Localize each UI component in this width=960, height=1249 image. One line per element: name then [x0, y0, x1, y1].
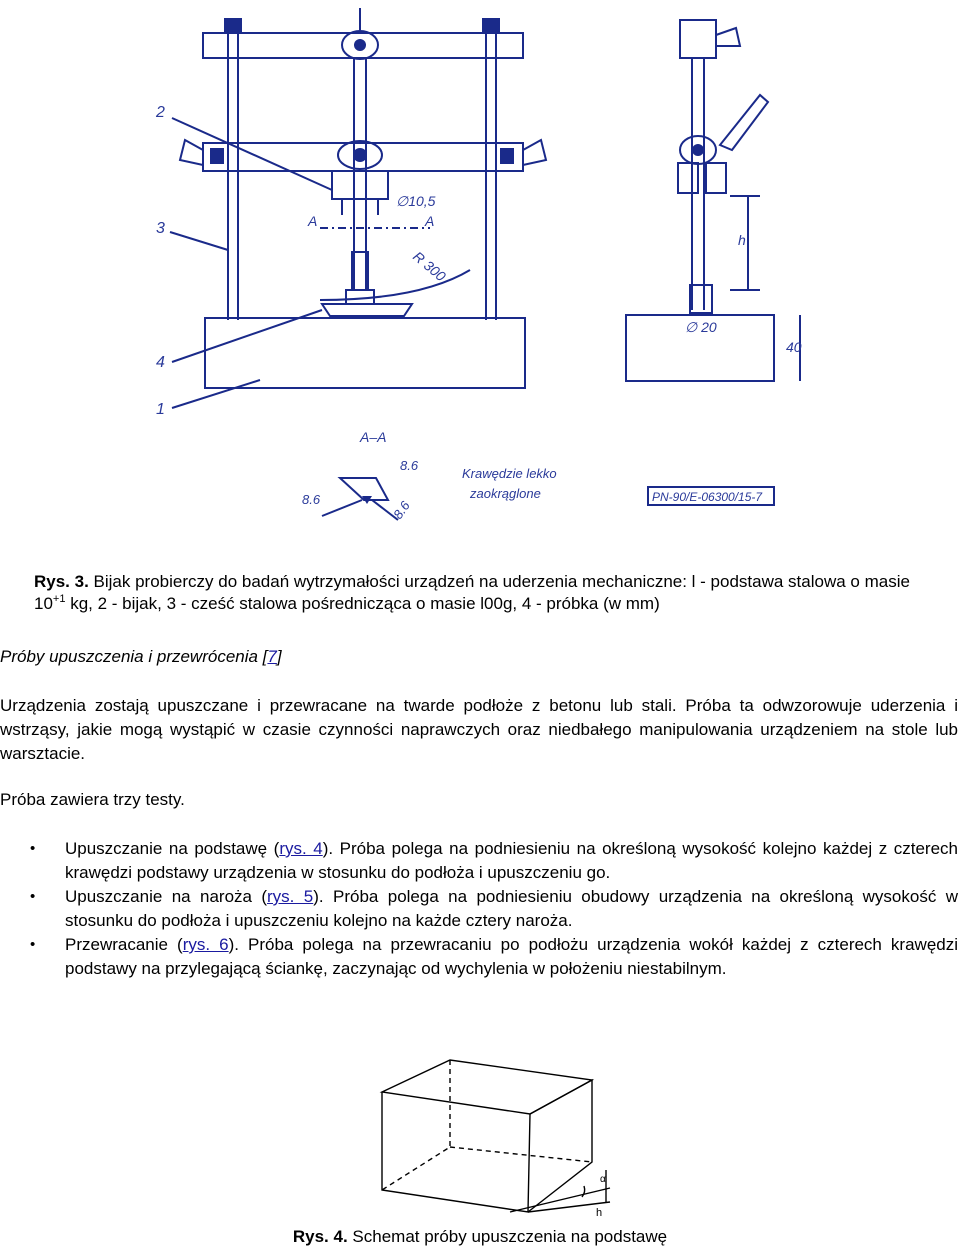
- dim-bijak-diameter: ∅10,5: [396, 193, 436, 209]
- angle-label: α: [600, 1174, 606, 1185]
- part-label-4: 4: [156, 354, 165, 371]
- figure-4-drawing: [360, 1052, 620, 1222]
- left-wing-nut: [180, 140, 203, 165]
- figure-link-rys-5[interactable]: rys. 5: [267, 887, 314, 906]
- list-item: • Upuszczanie na naroża (rys. 5). Próba polega na podniesieniu obudowy urządzenia na określoną wysokość w stosunku do podłoża i upuszczeniu kolejno na każde cztery naroża.: [30, 887, 958, 930]
- list-item: • Przewracanie (rys. 6). Próba polega na przewracaniu po podłożu urządzenia wokół każdej z czterech krawędzi podstawy na przylegającą ściankę, zaczynając od wychylenia w położeniu niestabilnym.: [30, 935, 959, 978]
- section-a-right: A: [425, 213, 435, 229]
- section-title: A–A: [360, 429, 387, 445]
- dim-86-left: 8.6: [302, 492, 321, 507]
- tests-list: [0, 837, 958, 981]
- dim-86-top: 8.6: [400, 458, 419, 473]
- box-top-face: [382, 1060, 592, 1114]
- steel-base: [205, 318, 525, 388]
- hammer-body: [332, 171, 388, 199]
- figure-4-caption: Rys. 4. Schemat próby upuszczenia na podstawę: [292, 1227, 668, 1246]
- side-lever: [720, 95, 768, 150]
- base-diameter-label: ∅ 20: [685, 319, 717, 335]
- specimen: [322, 304, 412, 316]
- caption-label: Rys. 3.: [34, 572, 89, 591]
- standard-label: PN-90/E-06300/15-7: [652, 490, 763, 504]
- side-top-block: [680, 20, 716, 58]
- section-a-left: A: [308, 213, 318, 229]
- reference-link-7[interactable]: 7: [267, 647, 277, 666]
- note-line-1: Krawędzie lekko: [462, 466, 557, 481]
- tests-count-paragraph: Próba zawiera trzy testy.: [0, 790, 185, 809]
- part-label-2: 2: [156, 104, 165, 121]
- figure-3-drawing: [0, 0, 960, 560]
- note-line-2: zaokrąglone: [470, 486, 541, 501]
- box-right-face: [528, 1080, 592, 1212]
- height-label: h: [738, 232, 746, 248]
- bullet-icon: •: [30, 936, 36, 953]
- hammer-apparatus-drawing: [0, 0, 960, 560]
- base-height-label: 40: [786, 339, 802, 355]
- bullet-icon: •: [30, 840, 36, 857]
- list-item: • Upuszczanie na podstawę (rys. 4). Próba polega na podniesieniu na określoną wysokość kolejno każdej z czterech krawędzi podstawy urządzenia w stosunku do podłoża i upuszczeniu go.: [30, 839, 959, 882]
- part-label-1: 1: [156, 401, 165, 418]
- dim-86-right: 8.6: [390, 498, 413, 522]
- intro-paragraph: Urządzenia zostają upuszczane i przewracane na twarde podłoże z betonu lub stali. Próba ta odwzorowuje uderzenia i wstrząsy, jakie mogą wystąpić w czasie czynności naprawczych oraz niedbałego manipulowania urządzeniem na stole lub warsztacie.: [0, 696, 958, 763]
- bullet-icon: •: [30, 888, 36, 905]
- figure-link-rys-4[interactable]: rys. 4: [279, 839, 323, 858]
- box-drop-schematic: [360, 1052, 620, 1222]
- figure-link-rys-6[interactable]: rys. 6: [182, 935, 229, 954]
- figure-3-caption: Rys. 3. Bijak probierczy do badań wytrzymałości urządzeń na uderzenia mechaniczne: l - podstawa stalowa o masie $10^{+1}$ kg, 2 - bijak, 3 - cześć stalowa pośrednicząca o masie l00g, 4 - próbka (w mm): [34, 572, 910, 613]
- radius-label: R 300: [410, 248, 449, 285]
- height-label: h: [596, 1207, 603, 1219]
- part-label-3: 3: [156, 220, 165, 237]
- section-heading: Próby upuszczenia i przewrócenia [7]: [0, 647, 282, 666]
- caption-label: Rys. 4.: [292, 1227, 348, 1246]
- right-wing-nut: [523, 140, 546, 165]
